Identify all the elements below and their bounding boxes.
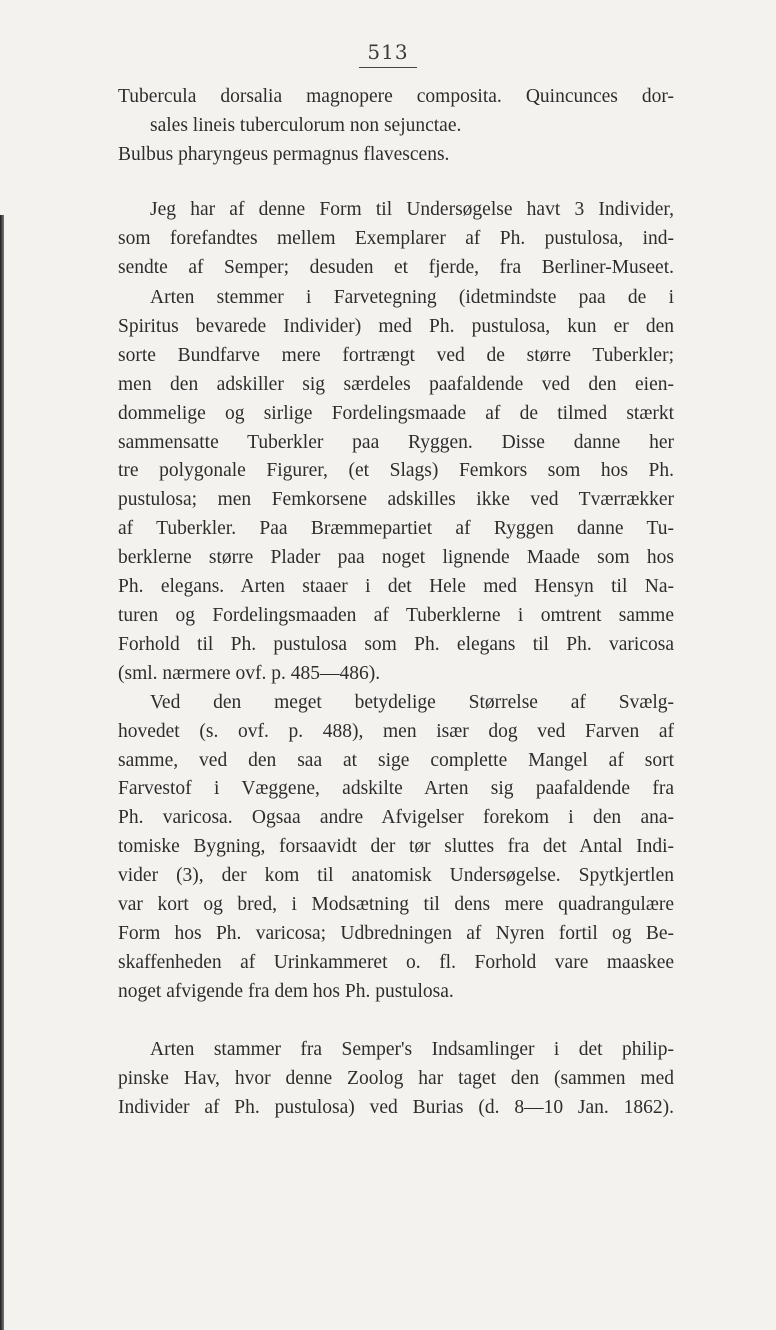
text-line: pustulosa; men Femkorsene adskilles ikke ved Tværrækker	[118, 489, 674, 511]
paragraph-material	[118, 196, 674, 283]
text-line: hovedet (s. ovf. p. 488), men især dog ved Farven af	[118, 720, 674, 742]
binding-edge	[0, 215, 4, 1330]
text-line: sorte Bundfarve mere fortrængt ved de større Tuberkler;	[118, 344, 674, 366]
text-line: Form hos Ph. varicosa; Udbredningen af Nyren fortil og Be-	[118, 922, 674, 944]
text-line: Ph. elegans. Arten staaer i det Hele med Hensyn til Na-	[118, 576, 674, 598]
page-number-text: 513	[359, 40, 416, 68]
text-line: Ved den meget betydelige Størrelse af Svælg-	[150, 691, 674, 713]
paragraph-provenance	[118, 1036, 674, 1123]
text-line: Arten stammer fra Semper's Indsamlinger i det philip-	[150, 1039, 674, 1060]
text-line: (sml. nærmere ovf. p. 485—486).	[118, 662, 381, 684]
text-line: sendte af Semper; desuden et fjerde, fra Berliner-Museet.	[118, 256, 674, 278]
text-line: Farvestof i Væggene, adskilte Arten sig paafaldende fra	[118, 778, 674, 800]
text-line: vider (3), der kom til anatomisk Undersøgelse. Spytkjertlen	[118, 865, 674, 887]
text-line: skaffenheden af Urinkammeret o. fl. Forhold vare maaskee	[118, 951, 674, 973]
text-line: tomiske Bygning, forsaavidt der tør sluttes fra det Antal Indi-	[118, 836, 674, 858]
text-line: af Tuberkler. Paa Bræmmepartiet af Ryggen danne Tu-	[118, 518, 674, 540]
paragraph-diagnosis	[118, 83, 674, 170]
text-line: var kort og bred, i Modsætning til dens mere quadrangulære	[118, 894, 674, 916]
text-line: berklerne større Plader paa noget lignende Maade som hos	[118, 547, 674, 569]
text-line: sales lineis tuberculorum non sejunctae.	[150, 114, 462, 136]
text-line: samme, ved den saa at sige complette Mangel af sort	[118, 749, 674, 771]
text-line: noget afvigende fra dem hos Ph. pustulosa.	[118, 980, 454, 1002]
text-line: Forhold til Ph. pustulosa som Ph. elegans til Ph. varicosa	[118, 633, 674, 655]
text-line: som forefandtes mellem Exemplarer af Ph. pustulosa, ind-	[118, 227, 674, 249]
text-line: tre polygonale Figurer, (et Slags) Femkors som hos Ph.	[118, 460, 674, 482]
paragraph-description	[118, 284, 674, 1007]
text-line: Bulbus pharyngeus permagnus flavescens.	[118, 143, 450, 165]
text-line: sammensatte Tuberkler paa Ryggen. Disse danne her	[118, 431, 674, 453]
text-line: men den adskiller sig særdeles paafaldende ved den eien-	[118, 373, 674, 395]
text-line: Tubercula dorsalia magnopere composita. Quincunces dor-	[118, 86, 674, 107]
text-line: dommelige og sirlige Fordelingsmaade af de tilmed stærkt	[118, 402, 674, 424]
text-line: pinske Hav, hvor denne Zoolog har taget den (sammen med	[118, 1067, 674, 1089]
text-line: Individer af Ph. pustulosa) ved Burias (d. 8—10 Jan. 1862).	[118, 1096, 674, 1118]
text-line: turen og Fordelingsmaaden af Tuberklerne i omtrent samme	[118, 604, 674, 626]
text-line: Spiritus bevarede Individer) med Ph. pustulosa, kun er den	[118, 315, 674, 337]
page-number	[0, 40, 776, 68]
text-line: Arten stemmer i Farvetegning (idetmindste paa de i	[150, 287, 674, 308]
text-line: Jeg har af denne Form til Undersøgelse havt 3 Individer,	[150, 199, 674, 220]
text-line: Ph. varicosa. Ogsaa andre Afvigelser forekom i den ana-	[118, 807, 674, 829]
